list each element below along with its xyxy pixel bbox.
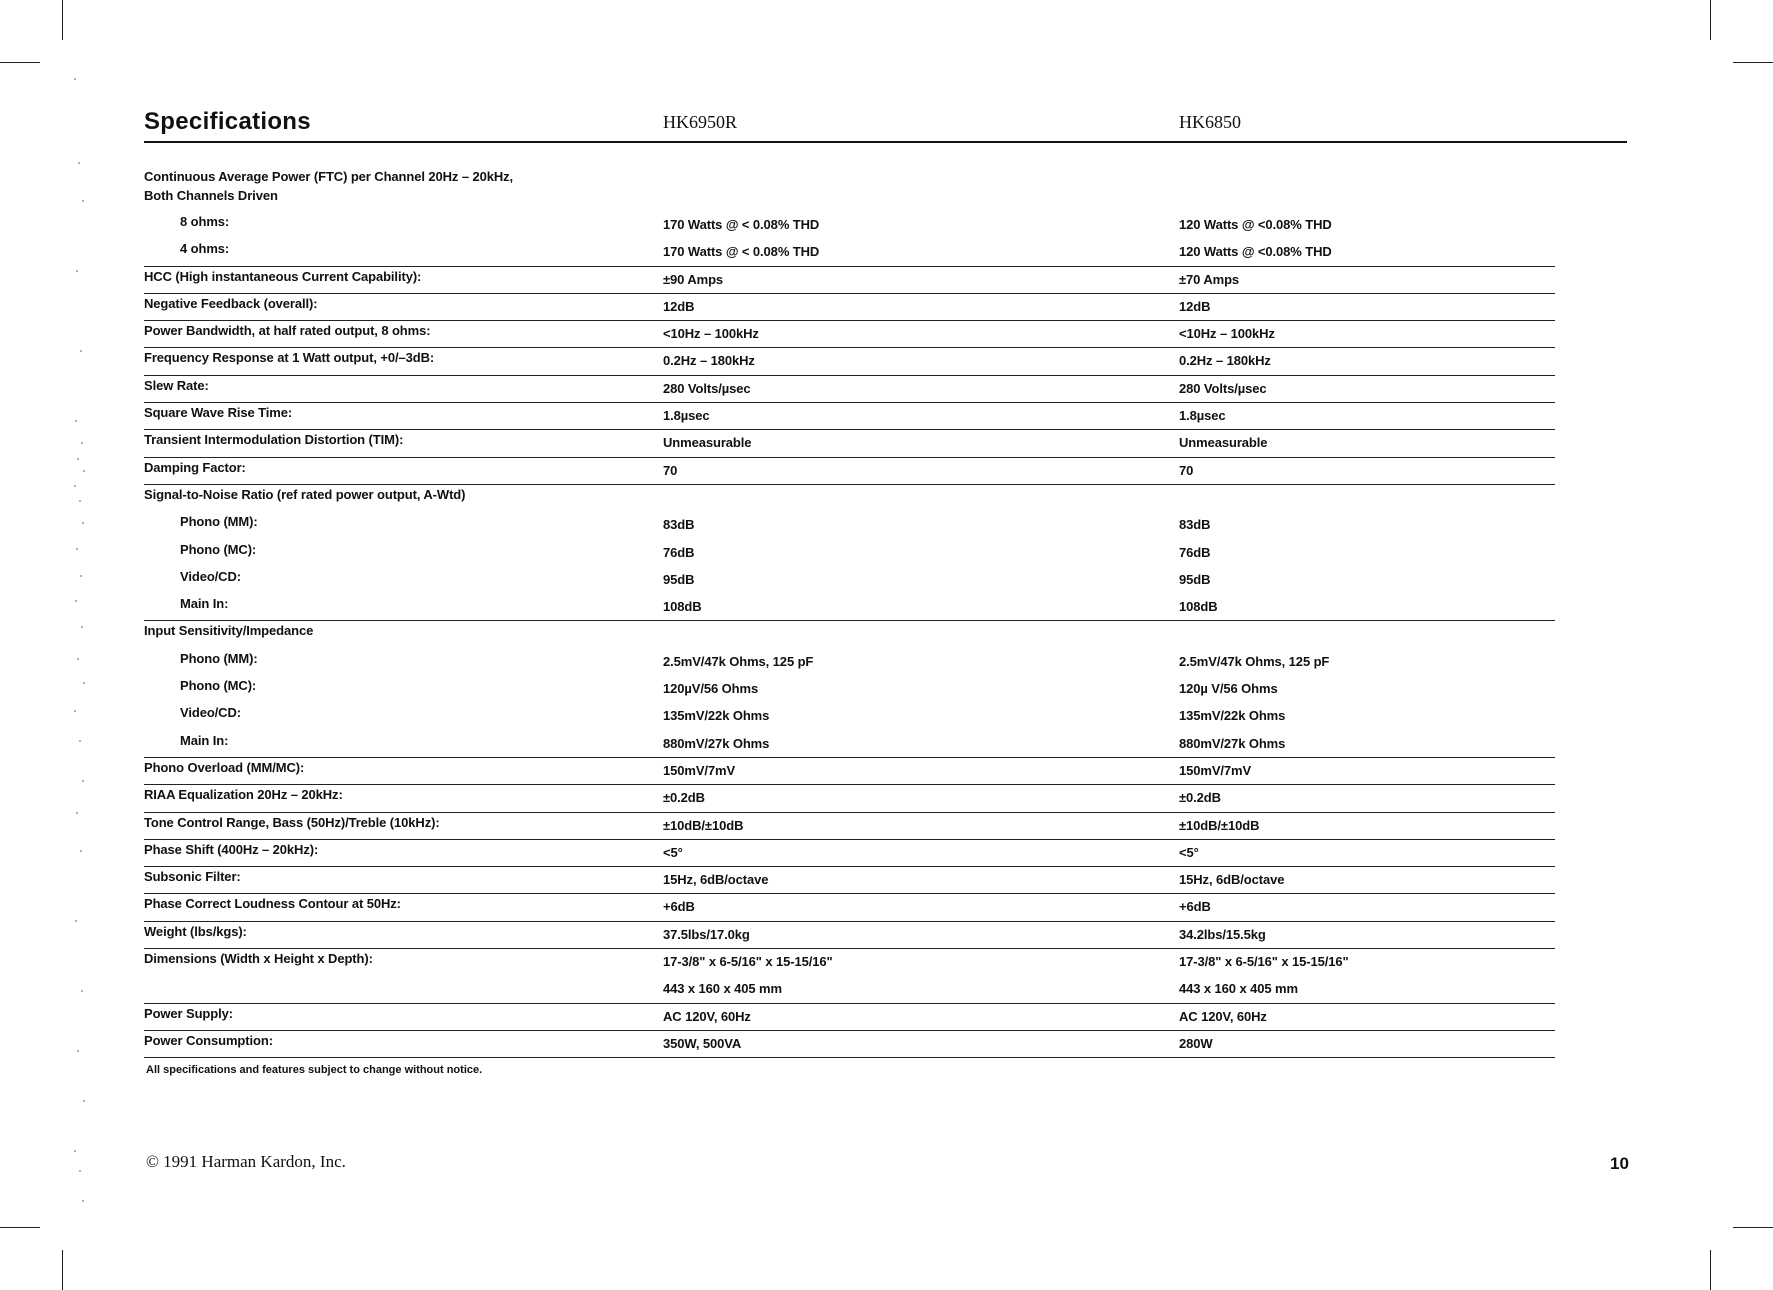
spec-value-hk6950r: 37.5lbs/17.0kg [663, 926, 750, 942]
spec-row-dimensions [144, 949, 1555, 976]
spec-value-hk6850: +6dB [1179, 899, 1211, 915]
spec-row-sensitivity-heading [144, 621, 1555, 648]
copyright-notice: © 1991 Harman Kardon, Inc. [146, 1152, 346, 1171]
spec-value-hk6950r: 280 Volts/µsec [663, 380, 751, 396]
spec-value-hk6850: 280 Volts/µsec [1179, 380, 1267, 396]
spec-label: Video/CD: [180, 568, 241, 584]
spec-label: Phono (MM): [180, 650, 258, 666]
spec-row-tone-control [144, 813, 1555, 840]
spec-value-hk6850: 70 [1179, 462, 1194, 478]
spec-value-hk6950r: 350W, 500VA [663, 1035, 742, 1051]
spec-row-sens-video-cd [144, 703, 1555, 730]
spec-value-hk6850: ±70 Amps [1179, 271, 1240, 287]
spec-row-weight [144, 922, 1555, 949]
spec-value-hk6950r: 83dB [663, 517, 695, 533]
spec-label: Phono (MM): [180, 514, 258, 530]
spec-row-hcc [144, 267, 1555, 294]
spec-row-riaa [144, 785, 1555, 812]
page-number: 10 [1610, 1154, 1629, 1173]
spec-value-hk6950r: 120µV/56 Ohms [663, 681, 759, 697]
spec-value-hk6850: <5° [1179, 844, 1199, 860]
spec-row-snr-heading [144, 485, 1555, 512]
spec-value-hk6950r: AC 120V, 60Hz [663, 1008, 751, 1024]
spec-value-hk6950r: Unmeasurable [663, 435, 752, 451]
spec-label: Phono (MC): [180, 541, 257, 557]
spec-label: Dimensions (Width x Height x Depth): [144, 951, 373, 967]
spec-value-hk6850: 120 Watts @ <0.08% THD [1179, 217, 1332, 232]
spec-row-snr-main-in [144, 594, 1555, 621]
spec-value-hk6850: 880mV/27k Ohms [1179, 735, 1286, 751]
spec-label: Negative Feedback (overall): [144, 295, 318, 311]
spec-row-phase-shift [144, 840, 1555, 867]
spec-value-hk6950r: 95dB [663, 571, 695, 587]
spec-value-hk6950r: 150mV/7mV [663, 762, 736, 778]
spec-label: Phono (MC): [180, 678, 257, 694]
spec-value-hk6850: 443 x 160 x 405 mm [1179, 981, 1298, 997]
spec-row-tim [144, 430, 1555, 457]
spec-label: Square Wave Rise Time: [144, 405, 293, 421]
spec-value-hk6850: 280W [1179, 1035, 1213, 1051]
spec-row-square-wave-rise-time [144, 403, 1555, 430]
spec-row-sens-main-in [144, 731, 1555, 758]
spec-value-hk6850: ±0.2dB [1179, 790, 1221, 806]
spec-row-negative-feedback [144, 294, 1555, 321]
spec-label: Subsonic Filter: [144, 869, 241, 885]
crop-mark [0, 1227, 40, 1228]
spec-value-hk6950r: 170 Watts @ < 0.08% THD [663, 244, 820, 260]
spec-value-hk6950r: 0.2Hz – 180kHz [663, 353, 755, 369]
spec-label: 4 ohms: [180, 241, 230, 257]
spec-value-hk6950r: <10Hz – 100kHz [663, 326, 759, 342]
disclaimer-footnote: All specifications and features subject to change without notice. [146, 1064, 483, 1076]
spec-value-hk6850: <10Hz – 100kHz [1179, 326, 1275, 342]
spec-value-hk6850: 12dB [1179, 298, 1211, 314]
crop-mark [62, 1250, 63, 1290]
spec-label: Phono Overload (MM/MC): [144, 759, 305, 775]
header-divider [144, 141, 1627, 143]
spec-value-hk6850: 120µ V/56 Ohms [1179, 681, 1278, 697]
spec-value-hk6950r: 76dB [663, 544, 695, 560]
spec-row-sens-phono-mm [144, 649, 1555, 676]
spec-row-sens-phono-mc [144, 676, 1555, 703]
spec-label: Power Consumption: [144, 1032, 273, 1048]
spec-value-hk6950r: 108dB [663, 599, 702, 615]
spec-label: Phase Shift (400Hz – 20kHz): [144, 841, 319, 857]
spec-value-hk6950r: ±10dB/±10dB [663, 817, 744, 833]
spec-label: Main In: [180, 732, 229, 748]
crop-mark [1733, 62, 1773, 63]
spec-row-4-ohms [144, 239, 1555, 266]
crop-mark [1710, 0, 1711, 40]
spec-value-hk6950r: 2.5mV/47k Ohms, 125 pF [663, 653, 814, 669]
spec-label: Tone Control Range, Bass (50Hz)/Treble (10kHz): [144, 814, 440, 830]
spec-label: Main In: [180, 596, 229, 612]
spec-label: Transient Intermodulation Distortion (TIM): [144, 432, 404, 448]
spec-value-hk6850: 135mV/22k Ohms [1179, 708, 1286, 724]
spec-row-slew-rate [144, 376, 1555, 403]
spec-row-power-heading [144, 165, 1555, 212]
spec-label: Slew Rate: [144, 377, 209, 393]
spec-label: RIAA Equalization 20Hz – 20kHz: [144, 787, 343, 803]
spec-label: Signal-to-Noise Ratio (ref rated power output, A-Wtd) [144, 486, 466, 502]
scan-artifact-dots [72, 60, 86, 1220]
spec-row-8-ohms [144, 212, 1555, 239]
specifications-table [144, 165, 1555, 1058]
spec-value-hk6950r: 70 [663, 462, 678, 478]
spec-label: Input Sensitivity/Impedance [144, 623, 314, 639]
spec-row-damping-factor [144, 458, 1555, 485]
spec-label: Phase Correct Loudness Contour at 50Hz: [144, 896, 401, 912]
spec-value-hk6850: Unmeasurable [1179, 435, 1268, 451]
spec-row-snr-video-cd [144, 567, 1555, 594]
crop-mark [62, 0, 63, 40]
spec-label: Weight (lbs/kgs): [144, 923, 247, 939]
spec-value-hk6850: AC 120V, 60Hz [1179, 1008, 1267, 1024]
spec-value-hk6850: 17-3/8" x 6-5/16" x 15-15/16" [1179, 954, 1349, 970]
spec-row-power-consumption [144, 1031, 1555, 1058]
spec-row-power-bandwidth [144, 321, 1555, 348]
spec-label: Power Supply: [144, 1005, 233, 1021]
page-title: Specifications [144, 108, 311, 135]
spec-label: Continuous Average Power (FTC) per Channel 20Hz – 20kHz, Both Channels Driven [144, 169, 514, 203]
spec-value-hk6950r: 17-3/8" x 6-5/16" x 15-15/16" [663, 954, 833, 970]
spec-value-hk6850: 95dB [1179, 571, 1211, 587]
spec-value-hk6850: ±10dB/±10dB [1179, 817, 1260, 833]
model-column-heading-hk6850: HK6850 [1179, 112, 1241, 132]
spec-value-hk6850: 2.5mV/47k Ohms, 125 pF [1179, 653, 1330, 669]
spec-value-hk6850: 1.8µsec [1179, 408, 1226, 424]
spec-value-hk6850: 120 Watts @ <0.08% THD [1179, 244, 1332, 260]
spec-row-frequency-response [144, 348, 1555, 375]
spec-value-hk6850: 150mV/7mV [1179, 762, 1252, 778]
spec-value-hk6950r: +6dB [663, 899, 695, 915]
spec-value-hk6950r: 1.8µsec [663, 408, 710, 424]
spec-row-power-supply [144, 1004, 1555, 1031]
spec-value-hk6850: 108dB [1179, 599, 1218, 615]
spec-row-subsonic-filter [144, 867, 1555, 894]
spec-value-hk6850: 34.2lbs/15.5kg [1179, 926, 1266, 942]
spec-value-hk6950r: ±90 Amps [663, 271, 724, 287]
spec-label: Power Bandwidth, at half rated output, 8 ohms: [144, 323, 431, 339]
spec-value-hk6950r: 170 Watts @ < 0.08% THD [663, 217, 820, 232]
spec-label: Video/CD: [180, 705, 241, 721]
spec-value-hk6950r: 135mV/22k Ohms [663, 708, 770, 724]
model-column-heading-hk6950r: HK6950R [663, 112, 738, 132]
spec-value-hk6850: 76dB [1179, 544, 1211, 560]
spec-value-hk6850: 15Hz, 6dB/octave [1179, 872, 1285, 888]
crop-mark [1710, 1250, 1711, 1290]
spec-value-hk6950r: <5° [663, 844, 683, 860]
spec-value-hk6850: 0.2Hz – 180kHz [1179, 353, 1271, 369]
spec-row-dimensions-mm [144, 976, 1555, 1003]
spec-label: HCC (High instantaneous Current Capability): [144, 268, 422, 284]
spec-row-loudness-contour [144, 894, 1555, 921]
spec-label: 8 ohms: [180, 214, 230, 229]
crop-mark [1733, 1227, 1773, 1228]
spec-value-hk6850: 83dB [1179, 517, 1211, 533]
spec-label: Frequency Response at 1 Watt output, +0/–3dB: [144, 350, 435, 366]
spec-value-hk6950r: ±0.2dB [663, 790, 705, 806]
spec-value-hk6950r: 443 x 160 x 405 mm [663, 981, 782, 997]
spec-value-hk6950r: 15Hz, 6dB/octave [663, 872, 769, 888]
spec-value-hk6950r: 880mV/27k Ohms [663, 735, 770, 751]
spec-row-phono-overload [144, 758, 1555, 785]
crop-mark [0, 62, 40, 63]
spec-value-hk6950r: 12dB [663, 298, 695, 314]
spec-label: Damping Factor: [144, 459, 246, 475]
spec-row-snr-phono-mc [144, 540, 1555, 567]
spec-row-snr-phono-mm [144, 512, 1555, 539]
